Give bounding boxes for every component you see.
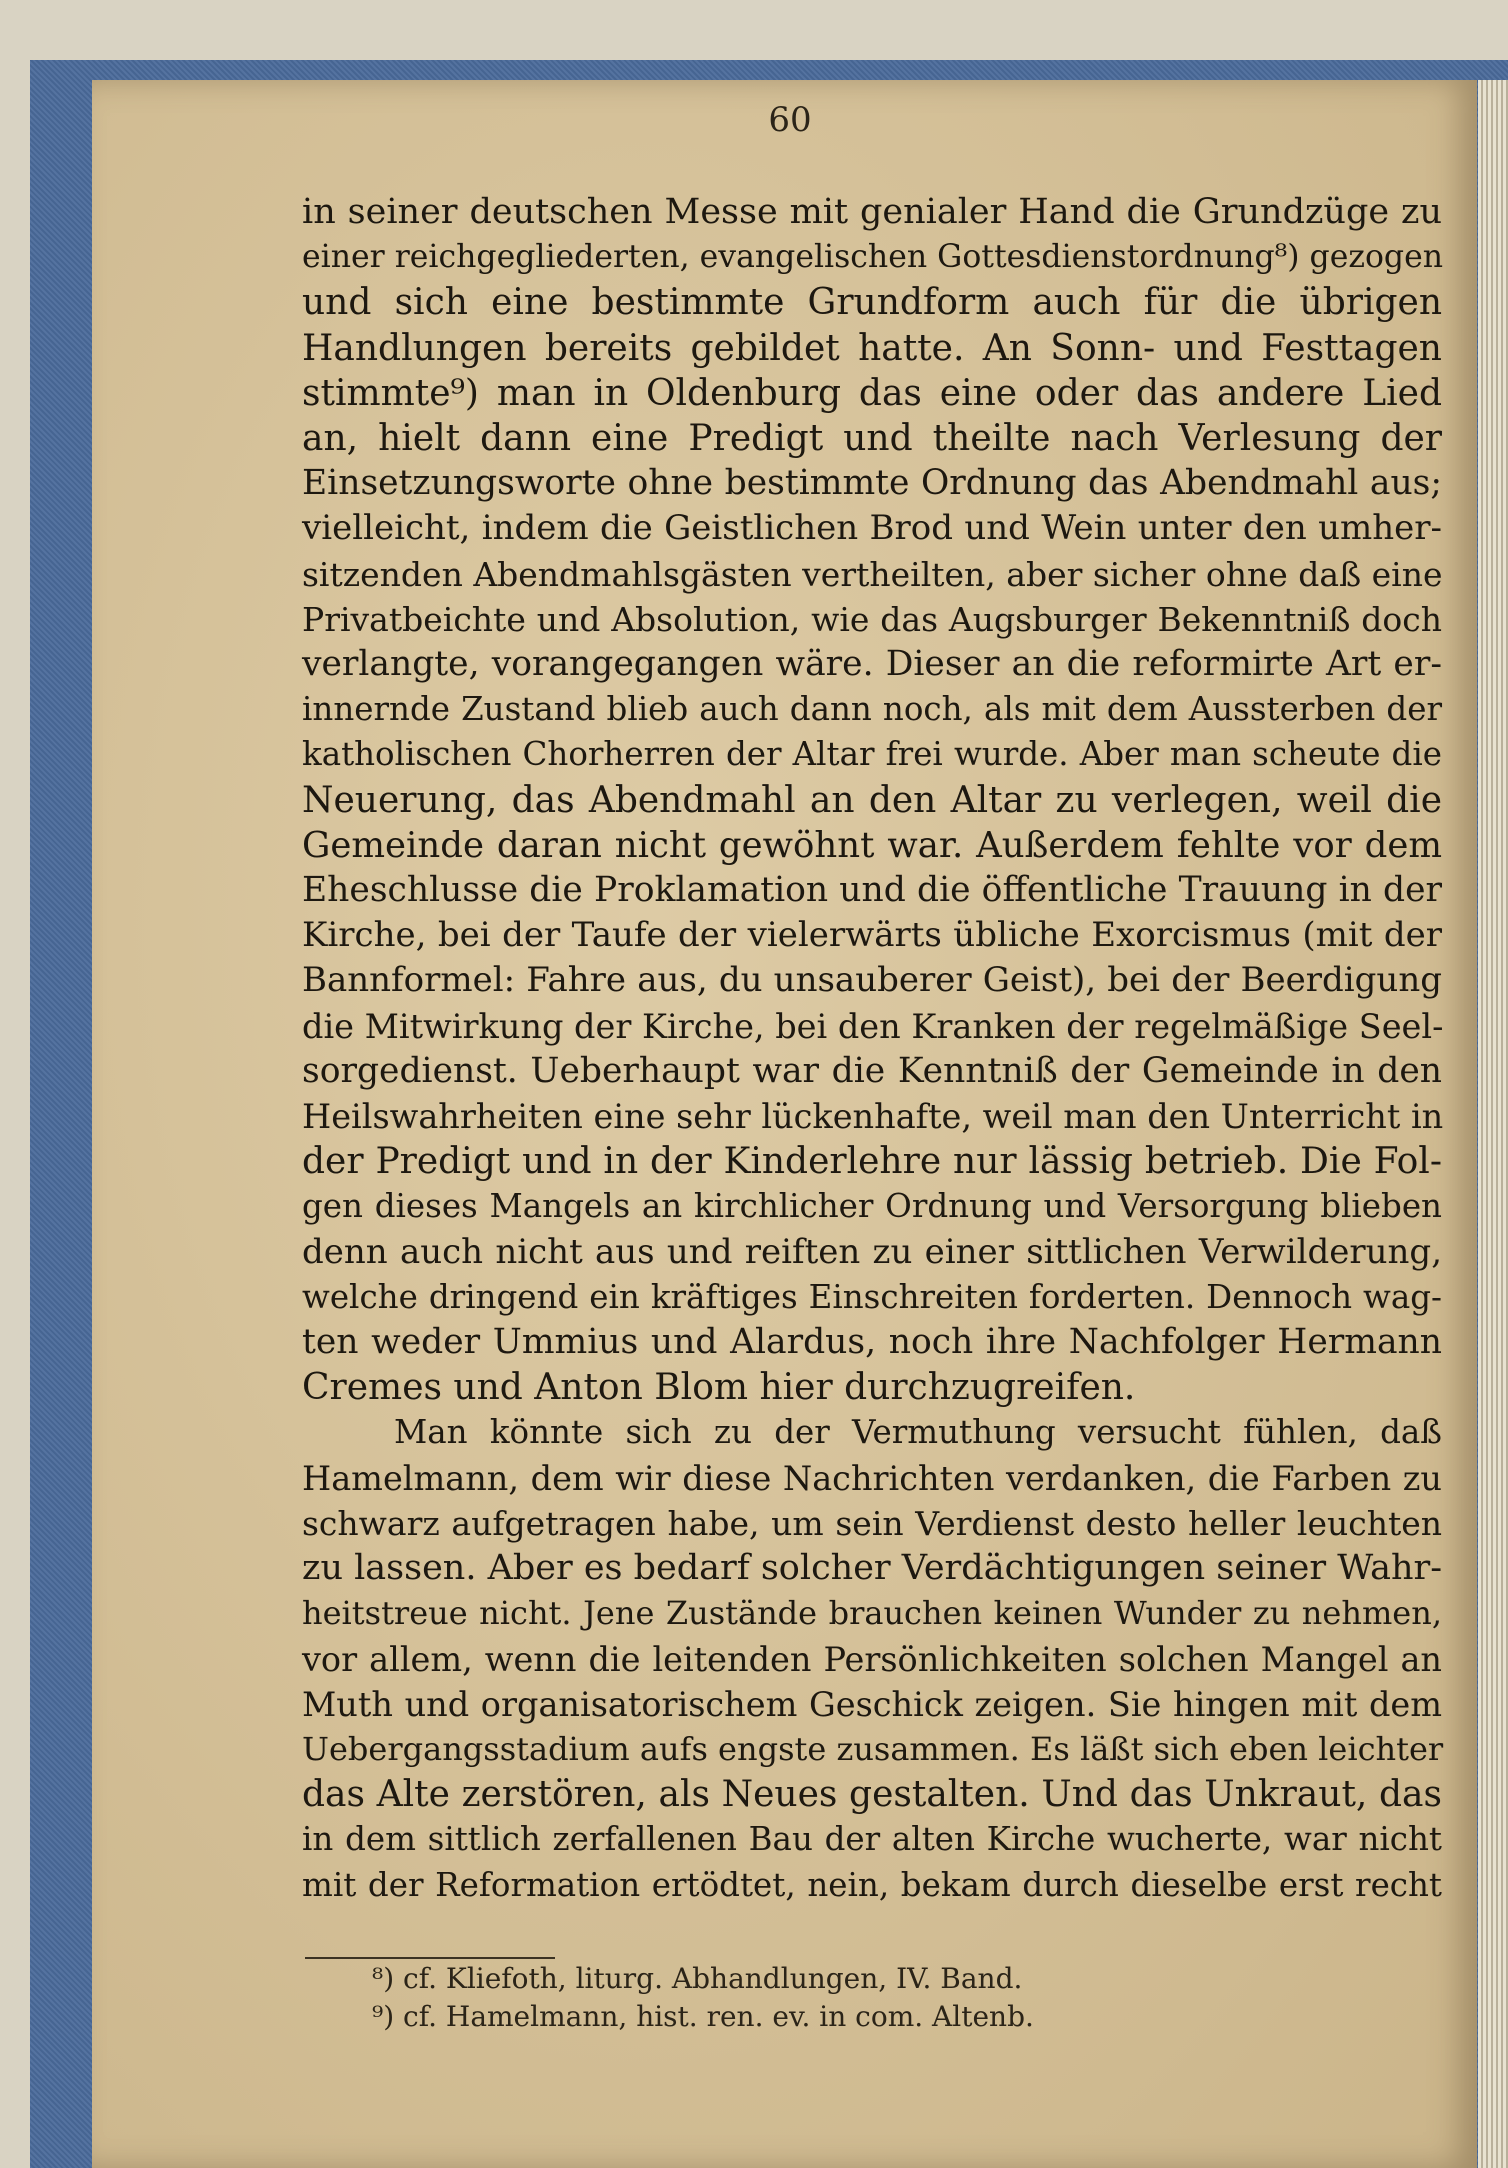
text-line: innernde Zustand blieb auch dann noch, als mit dem Aussterben der bbox=[302, 690, 1442, 729]
text-line: in dem sittlich zerfallenen Bau der alten Kirche wucherte, war nicht bbox=[302, 1820, 1442, 1859]
text-line: Muth und organisatorischem Geschick zeigen. Sie hingen mit dem bbox=[302, 1684, 1442, 1724]
text-line: die Mitwirkung der Kirche, bei den Kranken der regelmäßige Seel- bbox=[302, 1006, 1444, 1046]
text-line: heitstreue nicht. Jene Zustände brauchen keinen Wunder zu nehmen, bbox=[302, 1594, 1442, 1633]
text-line: Man könnte sich zu der Vermuthung versucht fühlen, daß bbox=[394, 1413, 1442, 1452]
text-line: vor allem, wenn die leitenden Persönlichkeiten solchen Mangel an bbox=[302, 1639, 1442, 1679]
text-line: verlangte, vorangegangen wäre. Dieser an die reformirte Art er- bbox=[302, 644, 1442, 685]
text-line: Handlungen bereits gebildet hatte. An Sonn- und Festtagen bbox=[302, 327, 1442, 369]
text-line: Kirche, bei der Taufe der vielerwärts übliche Exorcismus (mit der bbox=[302, 915, 1442, 956]
text-line: schwarz aufgetragen habe, um sein Verdienst desto heller leuchten bbox=[302, 1503, 1442, 1543]
page-number: 60 bbox=[768, 100, 812, 140]
body-text bbox=[302, 190, 1442, 1908]
text-line: an, hielt dann eine Predigt und theilte nach Verlesung der bbox=[302, 418, 1442, 460]
text-line: der Predigt und in der Kinderlehre nur lässig betrieb. Die Fol- bbox=[302, 1141, 1442, 1183]
text-line: ten weder Ummius und Alardus, noch ihre Nachfolger Hermann bbox=[302, 1322, 1442, 1363]
footnote-rule bbox=[305, 1957, 555, 1959]
page-edges bbox=[1478, 80, 1508, 2168]
text-line: katholischen Chorherren der Altar frei wurde. Aber man scheute die bbox=[302, 735, 1442, 774]
text-line: zu lassen. Aber es bedarf solcher Verdächtigungen seiner Wahr- bbox=[302, 1548, 1443, 1589]
text-line: sitzenden Abendmahlsgästen vertheilten, aber sicher ohne daß eine bbox=[302, 554, 1443, 594]
text-line: Eheschlusse die Proklamation und die öffentliche Trauung in der bbox=[302, 870, 1442, 911]
text-line: Einsetzungsworte ohne bestimmte Ordnung das Abendmahl aus; bbox=[302, 463, 1442, 504]
text-line: das Alte zerstören, als Neues gestalten. Und das Unkraut, das bbox=[302, 1774, 1442, 1816]
text-line: einer reichgegliederten, evangelischen Gottesdienstordnung⁸) gezogen bbox=[302, 239, 1443, 276]
text-line: Hamelmann, dem wir diese Nachrichten verdanken, die Farben zu bbox=[302, 1458, 1442, 1498]
text-line: Cremes und Anton Blom hier durchzugreifen. bbox=[302, 1367, 1136, 1409]
text-line: denn auch nicht aus und reiften zu einer sittlichen Verwilderung, bbox=[302, 1231, 1442, 1272]
text-line: gen dieses Mangels an kirchlicher Ordnung und Versorgung blieben bbox=[302, 1187, 1442, 1226]
text-line: und sich eine bestimmte Grundform auch für die übrigen bbox=[302, 282, 1442, 324]
text-line: Gemeinde daran nicht gewöhnt war. Außerdem fehlte vor dem bbox=[302, 824, 1442, 866]
text-line: Bannformel: Fahre aus, du unsauberer Geist), bei der Beerdigung bbox=[302, 960, 1442, 1001]
text-line: mit der Reformation ertödtet, nein, bekam durch dieselbe erst recht bbox=[302, 1865, 1442, 1904]
text-line: Heilswahrheiten eine sehr lückenhafte, weil man den Unterricht in bbox=[302, 1097, 1444, 1137]
footnote: ⁹) cf. Hamelmann, hist. ren. ev. in com. Altenb. bbox=[372, 2000, 1034, 2033]
footnotes bbox=[372, 1960, 1372, 2036]
text-line: Uebergangsstadium aufs engste zusammen. Es läßt sich eben leichter bbox=[302, 1729, 1444, 1768]
text-line: vielleicht, indem die Geistlichen Brod und Wein unter den umher- bbox=[302, 508, 1442, 549]
text-line: welche dringend ein kräftiges Einschreiten forderten. Dennoch wag- bbox=[302, 1277, 1442, 1316]
text-line: sorgedienst. Ueberhaupt war die Kenntniß der Gemeinde in den bbox=[302, 1050, 1442, 1091]
text-line: in seiner deutschen Messe mit genialer Hand die Grundzüge zu bbox=[302, 192, 1442, 232]
text-line: Privatbeichte und Absolution, wie das Augsburger Bekenntniß doch bbox=[302, 599, 1442, 639]
text-line: stimmte⁹) man in Oldenburg das eine oder das andere Lied bbox=[302, 372, 1442, 414]
text-line: Neuerung, das Abendmahl an den Altar zu verlegen, weil die bbox=[302, 779, 1442, 821]
footnote: ⁸) cf. Kliefoth, liturg. Abhandlungen, IV. Band. bbox=[372, 1962, 1023, 1995]
